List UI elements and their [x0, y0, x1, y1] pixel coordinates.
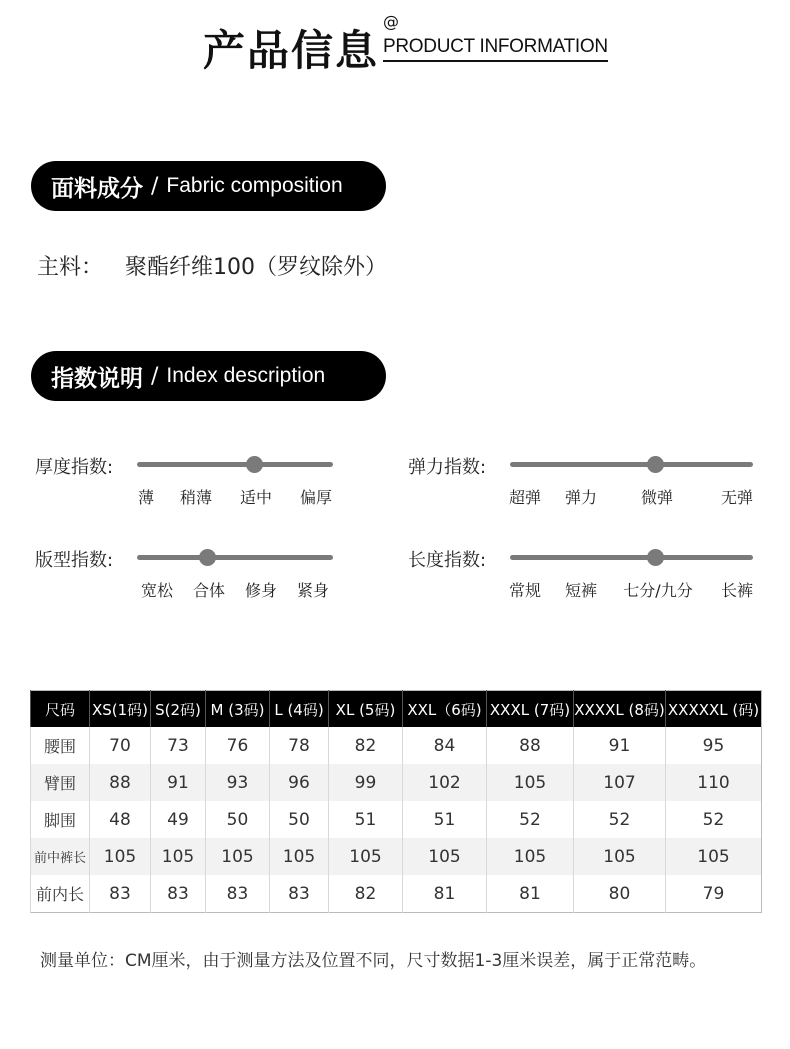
table-cell: 105 [487, 764, 574, 801]
size-table-header: M (3码) [206, 691, 270, 728]
length-tick: 短裤 [564, 581, 598, 600]
thickness-index-knob [246, 456, 263, 473]
index-title-en: Index description [166, 364, 326, 387]
table-cell: 105 [151, 838, 206, 875]
table-cell: 105 [329, 838, 403, 875]
thickness-tick: 适中 [239, 488, 273, 507]
index-title-cn: 指数说明 [51, 365, 143, 392]
fabric-main-value: 聚酯纤维100（罗纹除外） [125, 255, 388, 280]
fabric-title-cn: 面料成分 [51, 175, 143, 202]
thickness-tick: 偏厚 [299, 488, 333, 507]
table-cell: 49 [151, 801, 206, 838]
table-cell: 84 [403, 727, 487, 764]
size-table-header-row [31, 691, 762, 728]
length-tick: 长裤 [720, 581, 754, 600]
table-cell: 76 [206, 727, 270, 764]
fit-index-track [137, 555, 333, 560]
table-cell: 105 [666, 838, 762, 875]
length-tick: 七分/九分 [623, 581, 693, 600]
elasticity-index-knob [647, 456, 664, 473]
table-cell: 48 [90, 801, 151, 838]
row-label: 腰围 [31, 727, 90, 764]
table-cell: 105 [206, 838, 270, 875]
thickness-index-label: 厚度指数: [35, 457, 114, 478]
size-table-header: XL (5码) [329, 691, 403, 728]
length-tick: 常规 [508, 581, 542, 600]
table-cell: 81 [403, 875, 487, 913]
fabric-title-separator: / [151, 173, 159, 199]
size-table [30, 690, 762, 913]
page-title: 产品信息 [203, 26, 380, 75]
size-table-header: S(2码) [151, 691, 206, 728]
fit-index-label: 版型指数: [35, 550, 114, 571]
table-cell: 51 [329, 801, 403, 838]
fabric-main-label: 主料： [37, 255, 104, 280]
measurement-note: 测量单位：CM厘米，由于测量方法及位置不同，尺寸数据1-3厘米误差，属于正常范畴。 [40, 951, 707, 971]
table-cell: 73 [151, 727, 206, 764]
table-cell: 91 [151, 764, 206, 801]
table-row [31, 727, 762, 764]
elasticity-tick: 弹力 [564, 488, 598, 507]
fit-tick: 修身 [244, 581, 278, 600]
elasticity-tick: 超弹 [508, 488, 542, 507]
table-cell: 88 [90, 764, 151, 801]
table-cell: 105 [487, 838, 574, 875]
table-cell: 82 [329, 727, 403, 764]
fabric-title-en: Fabric composition [166, 174, 343, 197]
table-row [31, 764, 762, 801]
thickness-tick: 稍薄 [179, 488, 213, 507]
size-table-header: XS(1码) [90, 691, 151, 728]
table-row [31, 875, 762, 913]
at-symbol: @ [383, 12, 399, 31]
row-label: 脚围 [31, 801, 90, 838]
size-table-header: L (4码) [270, 691, 329, 728]
elasticity-index-label: 弹力指数: [408, 457, 487, 478]
table-cell: 88 [487, 727, 574, 764]
table-cell: 83 [206, 875, 270, 913]
table-cell: 105 [90, 838, 151, 875]
table-cell: 110 [666, 764, 762, 801]
thickness-index-track [137, 462, 333, 467]
table-cell: 91 [574, 727, 666, 764]
length-index-track [510, 555, 753, 560]
table-cell: 82 [329, 875, 403, 913]
table-cell: 50 [206, 801, 270, 838]
table-cell: 102 [403, 764, 487, 801]
table-row [31, 801, 762, 838]
fit-tick: 宽松 [140, 581, 174, 600]
thickness-tick: 薄 [137, 488, 155, 507]
table-cell: 80 [574, 875, 666, 913]
row-label: 前中裤长 [31, 838, 90, 875]
table-cell: 52 [666, 801, 762, 838]
table-cell: 81 [487, 875, 574, 913]
table-cell: 50 [270, 801, 329, 838]
index-section-header [31, 351, 386, 401]
table-cell: 105 [270, 838, 329, 875]
table-cell: 96 [270, 764, 329, 801]
elasticity-tick: 无弹 [720, 488, 754, 507]
table-cell: 70 [90, 727, 151, 764]
table-cell: 105 [574, 838, 666, 875]
table-cell: 51 [403, 801, 487, 838]
table-row [31, 838, 762, 875]
fit-tick: 合体 [192, 581, 226, 600]
fit-tick: 紧身 [296, 581, 330, 600]
table-cell: 52 [487, 801, 574, 838]
fabric-main-line [37, 250, 387, 281]
table-cell: 52 [574, 801, 666, 838]
row-label: 前内长 [31, 875, 90, 913]
table-cell: 83 [270, 875, 329, 913]
length-index-label: 长度指数: [408, 550, 487, 571]
size-table-header: XXXXL (8码) [574, 691, 666, 728]
table-cell: 83 [151, 875, 206, 913]
length-index-knob [647, 549, 664, 566]
fabric-section-header [31, 161, 386, 211]
size-table-header: XXL（6码) [403, 691, 487, 728]
table-cell: 99 [329, 764, 403, 801]
table-cell: 83 [90, 875, 151, 913]
table-cell: 79 [666, 875, 762, 913]
table-cell: 107 [574, 764, 666, 801]
page-subtitle: PRODUCT INFORMATION [383, 36, 608, 62]
table-cell: 93 [206, 764, 270, 801]
row-label: 臂围 [31, 764, 90, 801]
table-cell: 95 [666, 727, 762, 764]
size-table-header: XXXXXL (码) [666, 691, 762, 728]
size-table-header: XXXL (7码) [487, 691, 574, 728]
elasticity-index-track [510, 462, 753, 467]
index-title-separator: / [151, 363, 159, 389]
table-cell: 105 [403, 838, 487, 875]
size-table-header: 尺码 [31, 691, 90, 728]
table-cell: 78 [270, 727, 329, 764]
fit-index-knob [199, 549, 216, 566]
elasticity-tick: 微弹 [640, 488, 674, 507]
